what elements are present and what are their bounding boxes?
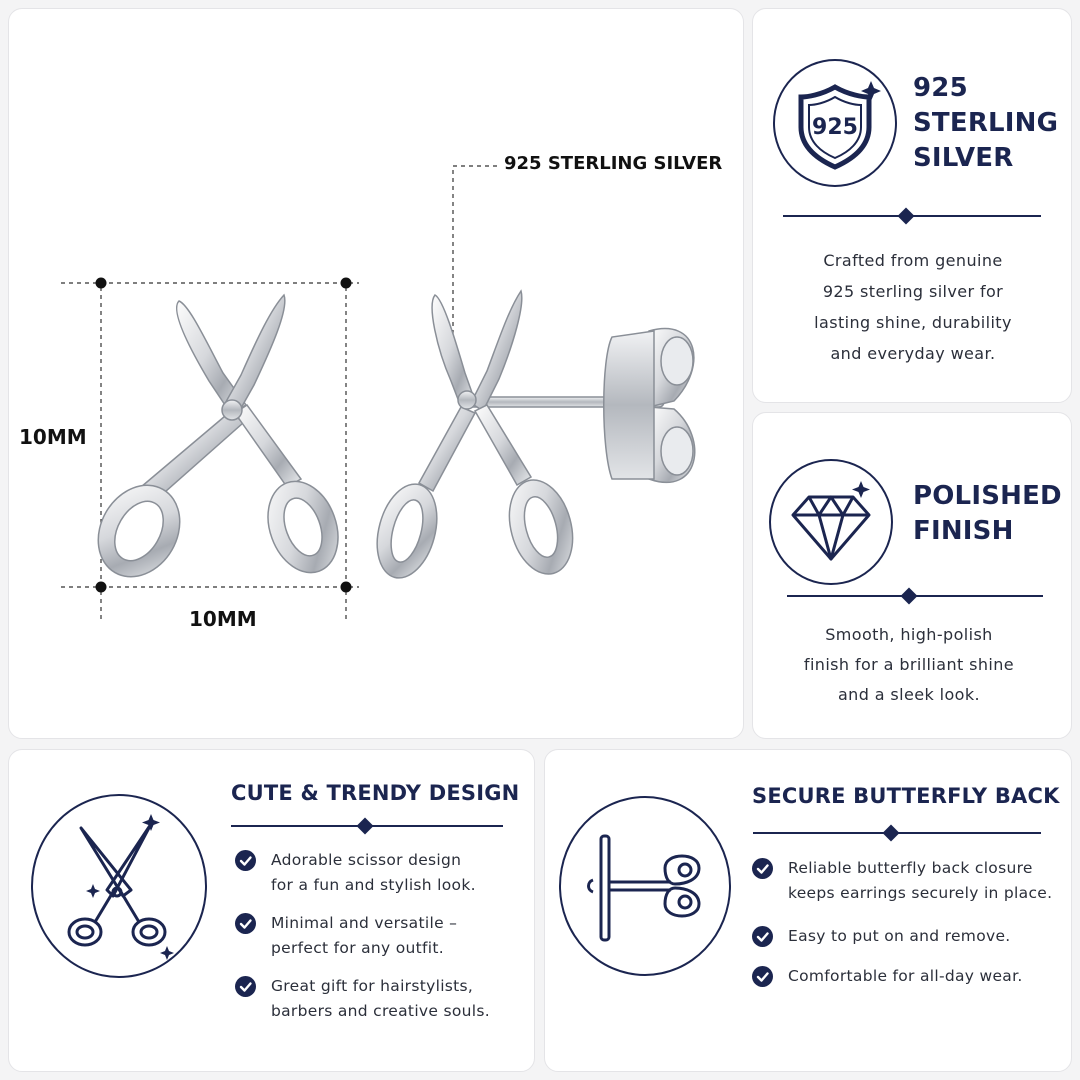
- list-item-text: Minimal and versatile –: [271, 914, 458, 932]
- list-item-text: for a fun and stylish look.: [271, 876, 476, 894]
- design-title: CUTE & TRENDY DESIGN: [231, 781, 520, 805]
- divider-star-icon: [883, 825, 900, 842]
- design-panel: [8, 749, 535, 1072]
- silver-title-line: 925: [913, 73, 968, 103]
- polish-desc-line: and a sleek look.: [837, 685, 981, 704]
- silver-title-line: SILVER: [913, 143, 1014, 173]
- polish-title: [913, 479, 1062, 549]
- list-item-text: barbers and creative souls.: [271, 1002, 490, 1020]
- back-feature-list: [752, 856, 1068, 989]
- silver-desc-line: 925 sterling silver for: [822, 282, 1004, 301]
- product-image-panel: [8, 8, 744, 739]
- list-item-text: Adorable scissor design: [271, 851, 462, 869]
- list-item: [752, 924, 1068, 949]
- diamond-icon: [769, 459, 893, 585]
- divider-star-icon: [357, 818, 374, 835]
- height-dimension-label: 10MM: [19, 425, 87, 449]
- list-item-text: perfect for any outfit.: [271, 939, 444, 957]
- design-feature-list: [235, 848, 525, 1024]
- check-icon: [752, 858, 773, 879]
- list-item: [752, 964, 1068, 989]
- check-icon: [235, 913, 256, 934]
- check-icon: [235, 850, 256, 871]
- silver-title: [913, 71, 1058, 176]
- product-illustration: [9, 9, 745, 740]
- list-item-text: Great gift for hairstylists,: [271, 977, 474, 995]
- scissors-earring-front: [82, 295, 350, 592]
- sterling-silver-panel: [752, 8, 1072, 403]
- polish-desc-line: Smooth, high-polish: [825, 625, 993, 644]
- butterfly-back-panel: [544, 749, 1072, 1072]
- scissors-earring-side: [368, 291, 695, 585]
- list-item: [235, 848, 525, 898]
- divider-star-icon: [898, 208, 915, 225]
- divider-star-icon: [901, 588, 918, 605]
- scissors-icon: [31, 794, 207, 978]
- polish-description: [753, 620, 1065, 710]
- polished-finish-panel: [752, 412, 1072, 739]
- shield-925-icon: [773, 59, 897, 187]
- list-item-text: Comfortable for all-day wear.: [788, 967, 1023, 985]
- check-icon: [235, 976, 256, 997]
- list-item: [235, 911, 525, 961]
- silver-desc-line: lasting shine, durability: [814, 313, 1012, 332]
- callout-line: [453, 166, 497, 357]
- width-dimension-label: 10MM: [189, 607, 257, 631]
- back-title: SECURE BUTTERFLY BACK: [752, 784, 1060, 808]
- polish-title-line: FINISH: [913, 516, 1014, 546]
- polish-title-line: POLISHED: [913, 481, 1062, 511]
- list-item: [235, 974, 525, 1024]
- list-item-text: keeps earrings securely in place.: [788, 884, 1053, 902]
- butterfly-back-icon: [559, 796, 731, 976]
- shield-text: 925: [812, 115, 858, 140]
- polish-desc-line: finish for a brilliant shine: [803, 655, 1015, 674]
- check-icon: [752, 926, 773, 947]
- check-icon: [752, 966, 773, 987]
- silver-title-line: STERLING: [913, 108, 1059, 138]
- list-item-text: Reliable butterfly back closure: [788, 859, 1033, 877]
- silver-desc-line: and everyday wear.: [830, 344, 996, 363]
- material-callout-label: 925 STERLING SILVER: [504, 153, 723, 174]
- silver-description: [753, 245, 1073, 369]
- silver-desc-line: Crafted from genuine: [823, 251, 1003, 270]
- list-item-text: Easy to put on and remove.: [788, 927, 1011, 945]
- list-item: [752, 856, 1068, 906]
